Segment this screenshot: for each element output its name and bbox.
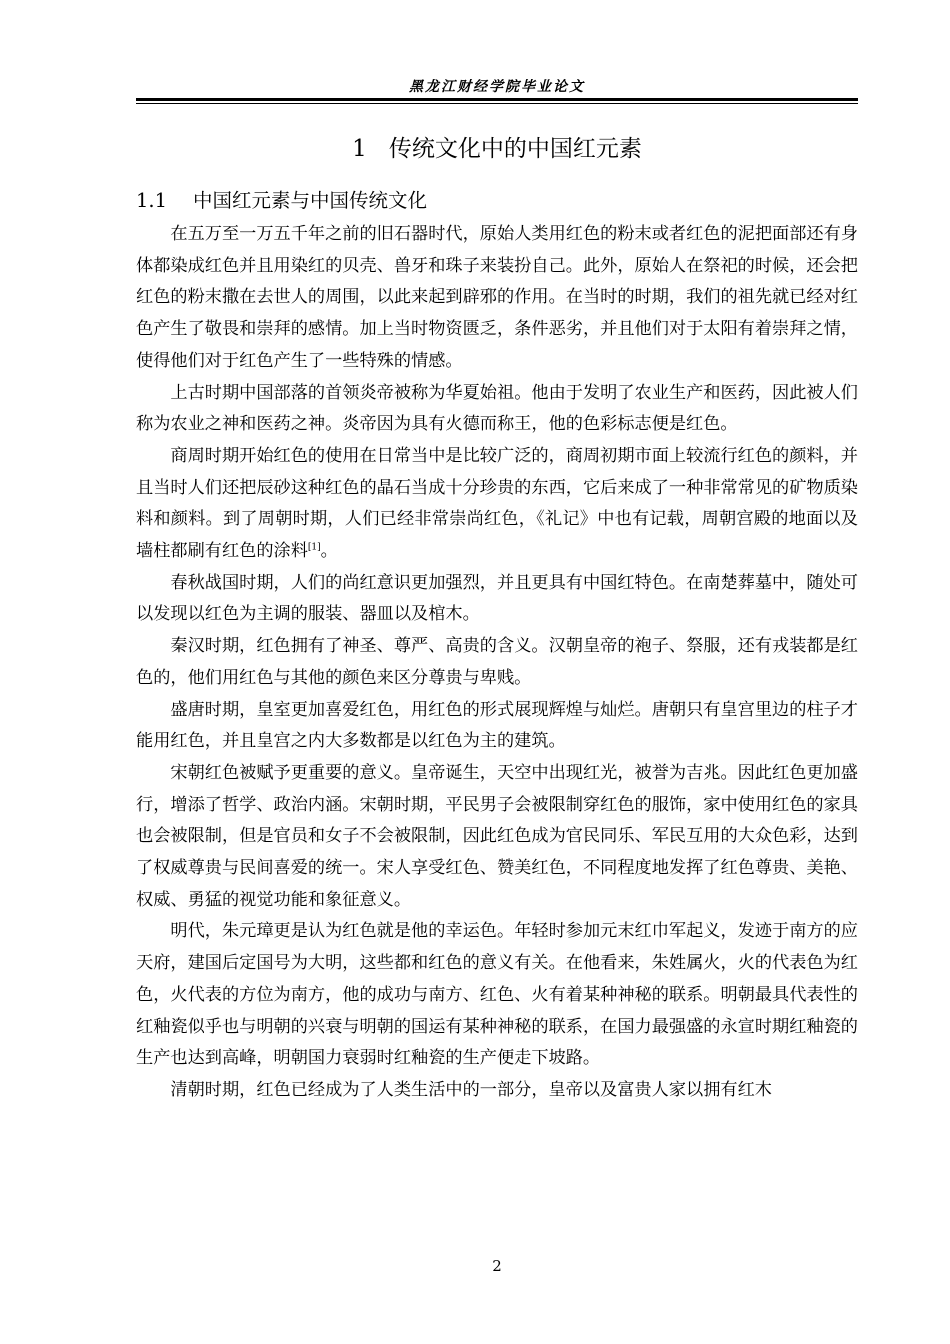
- paragraph: 春秋战国时期，人们的尚红意识更加强烈，并且更具有中国红特色。在南楚葬墓中，随处可以发现以红色为主调的服装、器皿以及棺木。: [136, 572, 858, 625]
- body-text: [136, 219, 858, 1107]
- section-title-text: 中国红元素与中国传统文化: [193, 189, 428, 212]
- paragraph: 明代，朱元璋更是认为红色就是他的幸运色。年轻时参加元末红巾军起义，发迹于南方的应天府，建国后定国号为大明，这些都和红色的意义有关。在他看来，朱姓属火，火的代表色为红色，火代表的方位为南方，他的成功与南方、红色、火有着某种神秘的联系。明朝最具代表性的红釉瓷似乎也与明朝的兴衰与明朝的国运有某种神秘的联系，在国力最强盛的永宣时期红釉瓷的生产也达到高峰，明朝国力衰弱时红釉瓷的生产便走下坡路。: [136, 921, 858, 1069]
- paragraph: 在五万至一万五千年之前的旧石器时代，原始人类用红色的粉末或者红色的泥把面部还有身体都染成红色并且用染红的贝壳、兽牙和珠子来装扮自己。此外，原始人在祭祀的时候，还会把红色的粉末撒在去世人的周围，以此来起到辟邪的作用。在当时的时期，我们的祖先就已经对红色产生了敬畏和崇拜的感情。加上当时物资匮乏，条件恶劣，并且他们对于太阳有着崇拜之情，使得他们对于红色产生了一些特殊的情感。: [136, 224, 858, 371]
- paragraph: [136, 441, 858, 568]
- paragraph: 宋朝红色被赋予更重要的意义。皇帝诞生，天空中出现红光，被誉为吉兆。因此红色更加盛行，增添了哲学、政治内涵。宋朝时期，平民男子会被限制穿红色的服饰，家中使用红色的家具也会被限制，但是官员和女子不会被限制，因此红色成为官民同乐、军民互用的大众色彩，达到了权威尊贵与民间喜爱的统一。宋人享受红色、赞美红色，不同程度地发挥了红色尊贵、美艳、权威、勇猛的视觉功能和象征意义。: [136, 762, 858, 910]
- paragraph: 秦汉时期，红色拥有了神圣、尊严、高贵的含义。汉朝皇帝的袍子、祭服，还有戎装都是红色的，他们用红色与其他的颜色来区分尊贵与卑贱。: [136, 636, 858, 688]
- paragraph: 上古时期中国部落的首领炎帝被称为华夏始祖。他由于发明了农业生产和医药，因此被人们称为农业之神和医药之神。炎帝因为具有火德而称王，他的色彩标志便是红色。: [136, 382, 858, 435]
- chapter-title: [136, 133, 858, 165]
- page-number: 2: [492, 1257, 502, 1275]
- header-rule-thin: [136, 103, 858, 104]
- chapter-number: 1: [352, 136, 367, 162]
- running-header: 黑龙江财经学院毕业论文: [409, 79, 585, 95]
- section-number: 1.1: [136, 189, 168, 212]
- section-title: [136, 186, 858, 216]
- paragraph: 盛唐时期，皇室更加喜爱红色，用红色的形式展现辉煌与灿烂。唐朝只有皇宫里边的柱子才能用红色，并且皇宫之内大多数都是以红色为主的建筑。: [136, 699, 858, 752]
- paragraph-text-tail: 。: [320, 541, 338, 562]
- chapter-title-text: 传统文化中的中国红元素: [388, 136, 642, 162]
- header-rule-thick: [136, 98, 858, 101]
- paragraph-text: 商周时期开始红色的使用在日常当中是比较广泛的，商周初期市面上较流行红色的颜料，并且当时人们还把辰砂这种红色的晶石当成十分珍贵的东西，它后来成了一种非常常见的矿物质染料和颜料。到了周朝时期，人们已经非常崇尚红色，《礼记》中也有记载，周朝宫殿的地面以及墙柱都刷有红色的涂料: [136, 445, 858, 562]
- citation-ref[interactable]: [1]: [307, 542, 321, 553]
- paragraph: 清朝时期，红色已经成为了人类生活中的一部分，皇帝以及富贵人家以拥有红木: [170, 1079, 772, 1100]
